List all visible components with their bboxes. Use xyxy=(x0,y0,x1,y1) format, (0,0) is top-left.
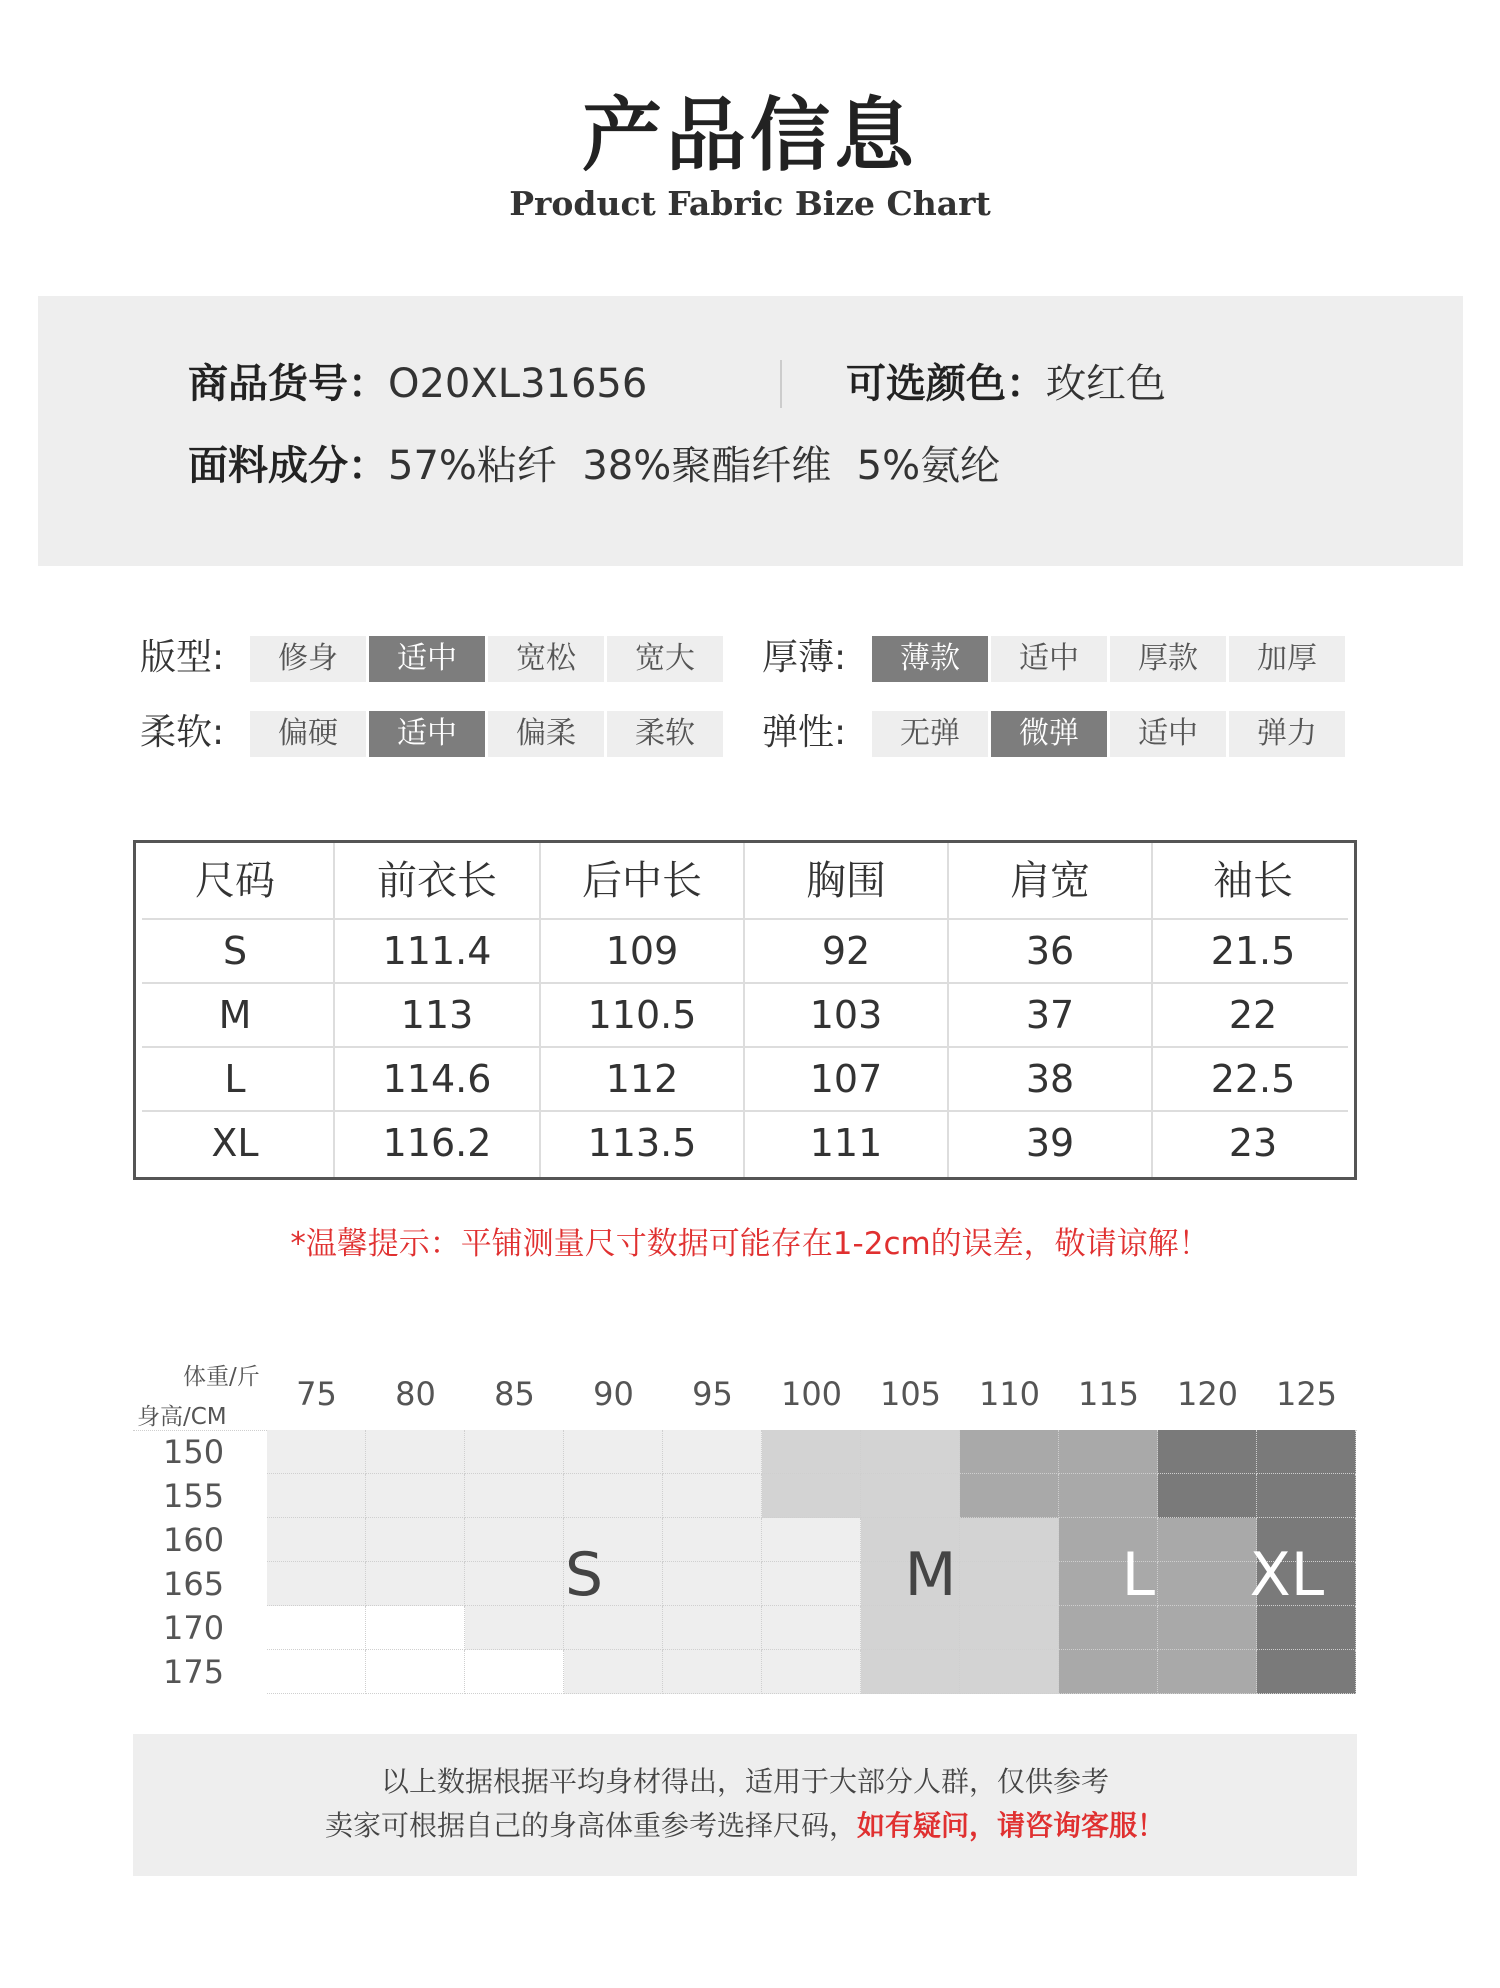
grid-cell-s xyxy=(366,1562,465,1606)
grid-cell-s xyxy=(564,1430,663,1474)
footer-line-1: 以上数据根据平均身材得出，适用于大部分人群，仅供参考 xyxy=(380,1765,1109,1798)
sku-label: 商品货号： xyxy=(188,361,388,407)
grid-cell-m xyxy=(861,1430,960,1474)
table-cell: 23 xyxy=(1228,1121,1278,1165)
table-cell: 111.4 xyxy=(382,929,492,973)
size-zone-label: L xyxy=(1121,1540,1156,1610)
grid-cell-xl xyxy=(1158,1474,1257,1518)
table-cell: 103 xyxy=(809,993,883,1037)
attribute-option-selected: 适中 xyxy=(369,636,485,682)
fabric-label: 面料成分： xyxy=(188,443,388,489)
page-subtitle: Product Fabric Bize Chart xyxy=(509,184,991,223)
table-header-cell: 胸围 xyxy=(806,858,886,904)
grid-cell-l xyxy=(1059,1430,1158,1474)
grid-cell-s xyxy=(663,1430,762,1474)
color-label: 可选颜色： xyxy=(846,361,1046,407)
grid-cell-none xyxy=(366,1606,465,1650)
grid-cell-l xyxy=(1158,1606,1257,1650)
table-column-divider xyxy=(947,843,949,1177)
table-cell: 111 xyxy=(809,1121,883,1165)
weight-column-label: 95 xyxy=(692,1375,733,1413)
weight-column-label: 105 xyxy=(879,1375,942,1413)
table-row-divider xyxy=(142,982,1348,984)
grid-cell-s xyxy=(663,1650,762,1694)
grid-cell-m xyxy=(960,1606,1059,1650)
table-header-cell: 尺码 xyxy=(195,858,275,904)
attribute-option: 适中 xyxy=(991,636,1107,682)
height-row-label: 155 xyxy=(163,1477,225,1515)
table-cell: 110.5 xyxy=(587,993,697,1037)
grid-cell-s xyxy=(465,1606,564,1650)
weight-column-label: 120 xyxy=(1176,1375,1239,1413)
table-cell: 113.5 xyxy=(587,1121,697,1165)
grid-cell-l xyxy=(1059,1650,1158,1694)
table-cell: 112 xyxy=(605,1057,679,1101)
weight-column-label: 115 xyxy=(1077,1375,1140,1413)
grid-cell-s xyxy=(267,1430,366,1474)
grid-cell-xl xyxy=(1257,1474,1356,1518)
attribute-option-selected: 薄款 xyxy=(872,636,988,682)
attribute-option-selected: 微弹 xyxy=(991,711,1107,757)
grid-cell-xl xyxy=(1257,1650,1356,1694)
attribute-option: 弹力 xyxy=(1229,711,1345,757)
table-column-divider xyxy=(1151,843,1153,1177)
table-row-size: M xyxy=(218,993,252,1037)
fabric-line xyxy=(188,440,1000,492)
grid-cell-s xyxy=(465,1430,564,1474)
size-recommendation-grid xyxy=(133,1356,1357,1692)
height-row-label: 150 xyxy=(163,1433,225,1471)
grid-cell-s xyxy=(663,1606,762,1650)
grid-cell-m xyxy=(861,1606,960,1650)
grid-cell-s xyxy=(663,1562,762,1606)
table-row-size: L xyxy=(224,1057,246,1101)
grid-cell-l xyxy=(1158,1650,1257,1694)
attribute-option: 适中 xyxy=(1110,711,1226,757)
grid-cell-none xyxy=(267,1650,366,1694)
grid-cell-l xyxy=(960,1474,1059,1518)
weight-axis-label: 体重/斤 xyxy=(183,1364,260,1390)
attribute-option: 偏硬 xyxy=(250,711,366,757)
weight-column-label: 80 xyxy=(395,1375,436,1413)
table-cell: 36 xyxy=(1025,929,1075,973)
table-column-divider xyxy=(743,843,745,1177)
grid-cell-s xyxy=(663,1474,762,1518)
grid-cell-none xyxy=(465,1650,564,1694)
size-zone-label: S xyxy=(564,1540,604,1610)
color-value: 玫红色 xyxy=(1046,361,1166,407)
attribute-label: 柔软: xyxy=(140,712,225,753)
table-cell: 92 xyxy=(821,929,871,973)
grid-cell-none xyxy=(366,1650,465,1694)
grid-cell-s xyxy=(465,1474,564,1518)
grid-cell-s xyxy=(267,1562,366,1606)
fabric-value: 57%粘纤 38%聚酯纤维 5%氨纶 xyxy=(388,443,1001,489)
table-header-cell: 袖长 xyxy=(1213,858,1293,904)
grid-cell-s xyxy=(564,1606,663,1650)
weight-column-label: 100 xyxy=(780,1375,843,1413)
table-cell: 113 xyxy=(400,993,474,1037)
attribute-option: 修身 xyxy=(250,636,366,682)
weight-column-label: 90 xyxy=(593,1375,634,1413)
grid-cell-s xyxy=(366,1518,465,1562)
grid-cell-l xyxy=(1059,1474,1158,1518)
footer-line-2 xyxy=(133,1806,1357,1846)
table-header-cell: 前衣长 xyxy=(377,858,497,904)
table-header-cell: 肩宽 xyxy=(1010,858,1090,904)
table-column-divider xyxy=(333,843,335,1177)
table-row-divider xyxy=(142,918,1348,920)
footer-note xyxy=(133,1734,1357,1876)
grid-cell-xl xyxy=(1257,1606,1356,1650)
grid-cell-s xyxy=(564,1650,663,1694)
table-cell: 38 xyxy=(1025,1057,1075,1101)
table-cell: 21.5 xyxy=(1210,929,1296,973)
table-cell: 109 xyxy=(605,929,679,973)
table-cell: 22 xyxy=(1228,993,1278,1037)
grid-cell-s xyxy=(366,1474,465,1518)
measurement-warning: *温馨提示：平铺测量尺寸数据可能存在1-2cm的误差，敬请谅解！ xyxy=(290,1226,1210,1262)
product-info-box xyxy=(38,296,1463,566)
weight-column-label: 75 xyxy=(296,1375,337,1413)
attribute-label: 弹性: xyxy=(762,712,847,753)
grid-cell-s xyxy=(564,1474,663,1518)
size-table xyxy=(133,840,1357,1180)
attribute-option-selected: 适中 xyxy=(369,711,485,757)
weight-column-label: 125 xyxy=(1275,1375,1338,1413)
footer-line-2-text: 卖家可根据自己的身高体重参考选择尺码， xyxy=(324,1809,857,1842)
grid-cell-m xyxy=(960,1650,1059,1694)
grid-cell-l xyxy=(1059,1606,1158,1650)
grid-cell-s xyxy=(762,1518,861,1562)
sku-value: O20XL31656 xyxy=(388,361,648,407)
height-row-label: 175 xyxy=(163,1653,225,1691)
attribute-option: 柔软 xyxy=(607,711,723,757)
table-cell: 22.5 xyxy=(1210,1057,1296,1101)
attribute-label: 厚薄: xyxy=(762,637,847,678)
table-row-size: XL xyxy=(211,1121,259,1165)
height-row-label: 170 xyxy=(163,1609,225,1647)
info-divider xyxy=(780,360,782,408)
grid-cell-s xyxy=(762,1606,861,1650)
sku-line xyxy=(188,358,647,410)
size-zone-label: XL xyxy=(1249,1540,1325,1610)
color-line xyxy=(846,358,1166,410)
table-cell: 114.6 xyxy=(382,1057,492,1101)
grid-cell-m xyxy=(861,1650,960,1694)
grid-cell-m xyxy=(762,1474,861,1518)
grid-cell-s xyxy=(366,1430,465,1474)
table-row-size: S xyxy=(222,929,248,973)
table-cell: 37 xyxy=(1025,993,1075,1037)
size-zone-label: M xyxy=(904,1540,957,1610)
height-row-label: 165 xyxy=(163,1565,225,1603)
grid-cell-xl xyxy=(1158,1430,1257,1474)
grid-cell-m xyxy=(861,1474,960,1518)
table-header-cell: 后中长 xyxy=(582,858,702,904)
table-column-divider xyxy=(539,843,541,1177)
grid-cell-s xyxy=(663,1518,762,1562)
grid-cell-s xyxy=(762,1562,861,1606)
attribute-option: 宽大 xyxy=(607,636,723,682)
weight-column-label: 85 xyxy=(494,1375,535,1413)
table-cell: 39 xyxy=(1025,1121,1075,1165)
height-row-label: 160 xyxy=(163,1521,225,1559)
grid-cell-l xyxy=(960,1430,1059,1474)
attribute-label: 版型: xyxy=(140,637,225,678)
height-axis-label: 身高/CM xyxy=(137,1404,227,1430)
grid-cell-s xyxy=(267,1474,366,1518)
attribute-option: 宽松 xyxy=(488,636,604,682)
grid-cell-none xyxy=(267,1606,366,1650)
grid-cell-s xyxy=(267,1518,366,1562)
attribute-option: 厚款 xyxy=(1110,636,1226,682)
grid-cell-s xyxy=(762,1650,861,1694)
table-row-divider xyxy=(142,1110,1348,1112)
grid-cell-xl xyxy=(1257,1430,1356,1474)
attribute-option: 偏柔 xyxy=(488,711,604,757)
table-row-divider xyxy=(142,1046,1348,1048)
footer-contact-highlight: 如有疑问，请咨询客服！ xyxy=(857,1809,1166,1842)
page-title: 产品信息 xyxy=(582,89,918,182)
weight-column-label: 110 xyxy=(978,1375,1041,1413)
table-cell: 116.2 xyxy=(382,1121,492,1165)
attribute-option: 加厚 xyxy=(1229,636,1345,682)
grid-cell-m xyxy=(762,1430,861,1474)
attribute-option: 无弹 xyxy=(872,711,988,757)
table-cell: 107 xyxy=(809,1057,883,1101)
